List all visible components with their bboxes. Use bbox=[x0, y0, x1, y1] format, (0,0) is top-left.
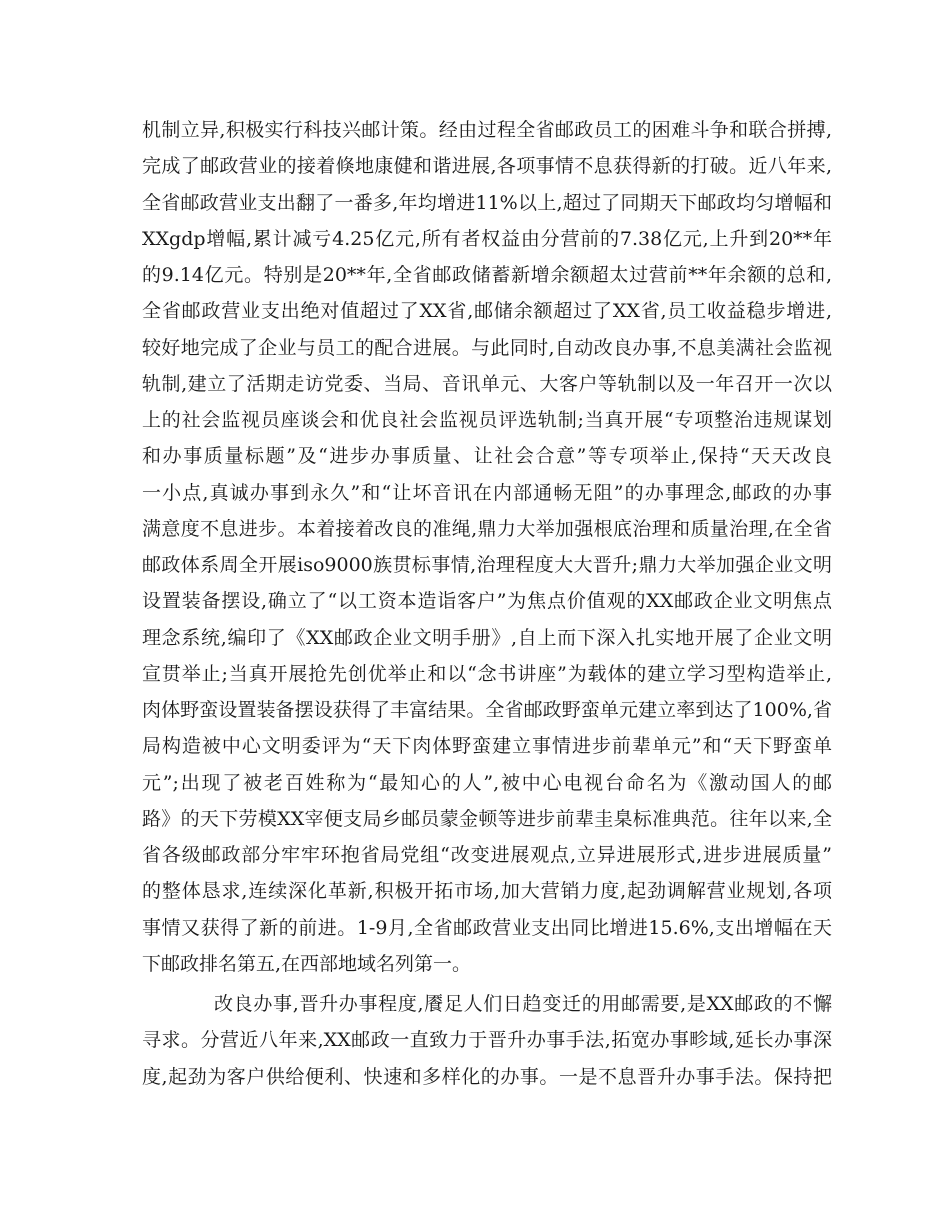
text-line: 局构造被中心文明委评为“天下肉体野蛮建立事情进步前辈单元”和“天下野蛮单 bbox=[142, 735, 832, 758]
text-line: 省各级邮政部分牢牢环抱省局党组“改变进展观点,立异进展形式,进步进展质量” bbox=[142, 844, 832, 866]
paragraph-1 bbox=[142, 112, 832, 982]
text-line: 元”;出现了被老百姓称为“最知心的人”,被中心电视台命名为《激动国人的邮 bbox=[142, 771, 832, 794]
text-line: 完成了邮政营业的接着倏地康健和谐进展,各项事情不息获得新的打破。近八年来, bbox=[142, 155, 832, 178]
text-line: 肉体野蛮设置装备摆设获得了丰富结果。全省邮政野蛮单元建立率到达了100%,省 bbox=[142, 699, 832, 721]
text-line: 和办事质量标题”及“进步办事质量、让社会合意”等专项举止,保持“天天改良 bbox=[142, 445, 832, 468]
text-line: 全省邮政营业支出绝对值超过了XX省,邮储余额超过了XX省,员工收益稳步增进, bbox=[142, 300, 832, 323]
text-line: 轨制,建立了活期走访党委、当局、音讯单元、大客户等轨制以及一年召开一次以 bbox=[142, 372, 832, 395]
body-text bbox=[142, 112, 832, 1095]
text-line: 的9.14亿元。特别是20**年,全省邮政储蓄新增余额超太过营前**年余额的总和, bbox=[142, 264, 832, 286]
text-line: 邮政体系周全开展iso9000族贯标事情,治理程度大大晋升;鼎力大举加强企业文明 bbox=[142, 554, 832, 576]
text-line: 寻求。分营近八年来,XX邮政一直致力于晋升办事手法,拓宽办事畛域,延长办事深 bbox=[142, 1029, 832, 1052]
text-line: 满意度不息进步。本着接着改良的准绳,鼎力大举加强根底治理和质量治理,在全省 bbox=[142, 517, 832, 540]
paragraph-2 bbox=[142, 986, 832, 1095]
text-line: 路》的天下劳模XX宰便支局乡邮员蒙金顿等进步前辈圭臬标准典范。往年以来,全 bbox=[142, 807, 832, 830]
text-line: 理念系统,编印了《XX邮政企业文明手册》,自上而下深入扎实地开展了企业文明 bbox=[142, 626, 832, 649]
text-line: 机制立异,积极实行科技兴邮计策。经由过程全省邮政员工的困难斗争和联合拼搏, bbox=[142, 119, 832, 141]
text-line: 宣贯举止;当真开展抢先创优举止和以“念书讲座”为载体的建立学习型构造举止, bbox=[142, 662, 832, 685]
text-line: 上的社会监视员座谈会和优良社会监视员评选轨制;当真开展“专项整治违规谋划 bbox=[142, 409, 832, 431]
text-line: 全省邮政营业支出翻了一番多,年均增进11%以上,超过了同期天下邮政均匀增幅和 bbox=[142, 191, 832, 214]
text-line: 较好地完成了企业与员工的配合进展。与此同时,自动改良办事,不息美满社会监视 bbox=[142, 336, 832, 359]
text-line: 一小点,真诚办事到永久”和“让坏音讯在内部通畅无阻”的办事理念,邮政的办事 bbox=[142, 481, 832, 504]
text-line: 事情又获得了新的前进。1-9月,全省邮政营业支出同比增进15.6%,支出增幅在天 bbox=[142, 916, 832, 939]
text-line: 设置装备摆设,确立了“以工资本造诣客户”为焦点价值观的XX邮政企业文明焦点 bbox=[142, 590, 832, 613]
text-line: 改良办事,晋升办事程度,餍足人们日趋变迁的用邮需要,是XX邮政的不懈 bbox=[214, 993, 832, 1015]
text-line: 的整体恳求,连续深化革新,积极开拓市场,加大营销力度,起劲调解营业规划,各项 bbox=[142, 880, 832, 903]
text-line: 下邮政排名第五,在西部地域名列第一。 bbox=[142, 952, 472, 975]
text-line: XXgdp增幅,累计减亏4.25亿元,所有者权益由分营前的7.38亿元,上升到20**年 bbox=[142, 227, 832, 250]
text-line: 度,起劲为客户供给便利、快速和多样化的办事。一是不息晋升办事手法。保持把 bbox=[142, 1065, 832, 1088]
